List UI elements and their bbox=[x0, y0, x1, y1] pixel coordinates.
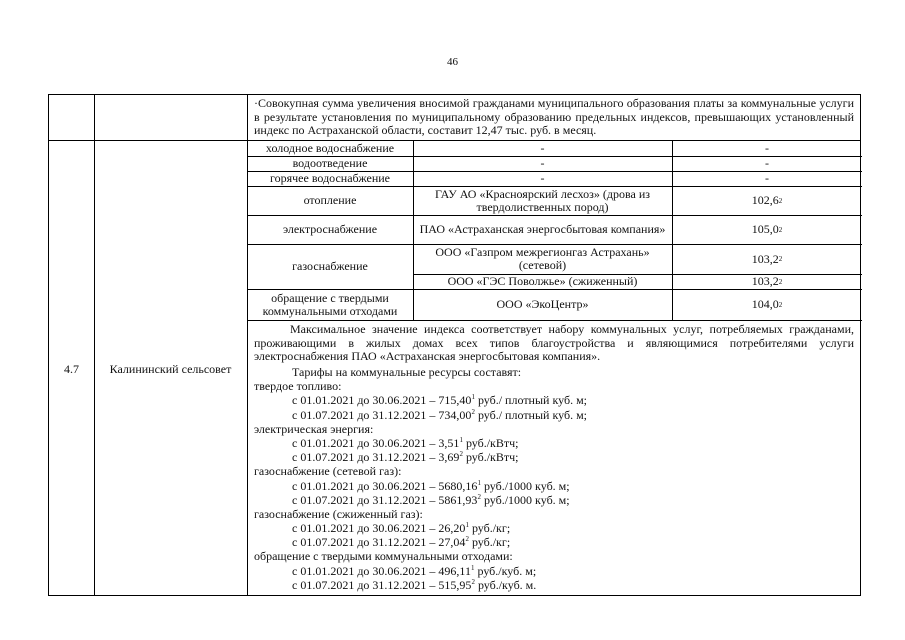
tariff-line bbox=[254, 535, 587, 549]
provider-name: ГАУ АО «Красноярский лесхоз» (дрова из твердолиственных пород) bbox=[434, 186, 650, 214]
tariff-line bbox=[254, 479, 587, 493]
index-value: 105,0 2 bbox=[751, 222, 783, 236]
service-name: водоотведение bbox=[292, 156, 368, 170]
index-number: 104,0 bbox=[751, 297, 779, 311]
tariffs-intro: Тарифы на коммунальные ресурсы составят: bbox=[292, 365, 522, 379]
tariff-line bbox=[254, 408, 587, 422]
index-value bbox=[672, 141, 862, 156]
service-name: горячее водоснабжение bbox=[270, 171, 390, 185]
tariff-category: газоснабжение (сетевой газ): bbox=[254, 464, 402, 479]
tariff-period-value: с 01.01.2021 до 30.06.2021 – 3,51 bbox=[292, 435, 460, 450]
tariff-category: твердое топливо: bbox=[254, 379, 342, 394]
index-value: 103,2 2 bbox=[751, 251, 783, 266]
tariff-period-value: с 01.01.2021 до 30.06.2021 – 26,20 bbox=[292, 521, 466, 536]
tariff-list bbox=[254, 379, 587, 592]
row-divider bbox=[247, 320, 862, 321]
tariff-unit: руб./куб. м; bbox=[474, 563, 537, 578]
tariff-period-value: с 01.07.2021 до 31.12.2021 – 5861,93 bbox=[292, 492, 478, 507]
top-note: ·Совокупная сумма увеличения вносимой гражданами муниципального образования платы за коммунальные услуги в результате установления по муниципальному образованию предельных индексов, превышающих установленный индекс по Астраханской области, составит 12,47 тыс. руб. в месяц. bbox=[254, 96, 854, 137]
tariff-unit: руб./кВтч; bbox=[462, 450, 519, 465]
index-number: - bbox=[765, 141, 769, 155]
footnote-mark: 1 bbox=[477, 478, 481, 487]
tariff-unit: руб./кг; bbox=[468, 521, 511, 536]
footnote-mark: 2 bbox=[471, 577, 475, 586]
tariff-unit: руб./ плотный куб. м; bbox=[474, 407, 587, 422]
tariff-line bbox=[254, 450, 587, 464]
tariff-category: обращение с твердыми коммунальными отходами: bbox=[254, 549, 513, 564]
tariff-period-value: с 01.01.2021 до 30.06.2021 – 5680,16 bbox=[292, 478, 478, 493]
footnote-mark: 2 bbox=[459, 450, 463, 459]
index-number: 103,2 bbox=[751, 251, 779, 266]
index-value: 102,6 2 bbox=[751, 193, 783, 207]
service-name: электроснабжение bbox=[282, 222, 378, 236]
provider-name: - bbox=[540, 156, 545, 170]
tariff-period-value: с 01.01.2021 до 30.06.2021 – 496,11 bbox=[292, 563, 471, 578]
tariff-period-value: с 01.07.2021 до 31.12.2021 – 515,95 bbox=[292, 577, 472, 592]
tariff-unit: руб./ плотный куб. м; bbox=[474, 393, 587, 408]
tariff-unit: руб./1000 куб. м; bbox=[480, 492, 570, 507]
provider-name: ООО «ЭкоЦентр» bbox=[496, 297, 589, 311]
tariff-line bbox=[254, 521, 587, 535]
provider-name: - bbox=[540, 141, 545, 155]
service-name: отопление bbox=[303, 193, 357, 207]
tariff-unit: руб./1000 куб. м; bbox=[480, 478, 570, 493]
footnote-mark: 2 bbox=[471, 407, 475, 416]
index-value: 103,2 2 bbox=[751, 274, 783, 288]
provider-name: ООО «ГЭС Поволжье» (сжиженный) bbox=[447, 274, 638, 288]
tariff-unit: руб./куб. м. bbox=[474, 577, 537, 592]
tariff-period-value: с 01.07.2021 до 31.12.2021 – 3,69 bbox=[292, 450, 460, 465]
footnote-mark: 1 bbox=[471, 393, 475, 402]
tariff-line bbox=[254, 564, 587, 578]
service-name: обращение с твердыми коммунальными отходами bbox=[262, 290, 398, 318]
page-number: 46 bbox=[447, 56, 458, 68]
row-number: 4.7 bbox=[64, 361, 79, 376]
tariffs-block bbox=[254, 365, 587, 592]
tariff-unit: руб./кг; bbox=[468, 535, 511, 550]
tariff-line bbox=[254, 393, 587, 407]
tariff-category: газоснабжение (сжиженный газ): bbox=[254, 506, 423, 521]
tariff-line bbox=[254, 436, 587, 450]
index-number: - bbox=[765, 156, 769, 170]
index-number: - bbox=[765, 171, 769, 185]
footnote-mark: 2 bbox=[465, 535, 469, 544]
service-name: холодное водоснабжение bbox=[265, 141, 395, 155]
municipality-table bbox=[48, 94, 861, 596]
footnote-mark: 1 bbox=[471, 563, 475, 572]
tariff-unit: руб./кВтч; bbox=[462, 435, 519, 450]
max-index-paragraph: Максимальное значение индекса соответствует набору коммунальных услуг, потребляемых гражданами, проживающими в жилых домах всех типов благоустройства и являющимися потребителями услуги электроснабжения ПАО «Астраханская энергосбытовая компания». bbox=[254, 322, 854, 363]
index-number: 105,0 bbox=[751, 222, 779, 236]
index-value bbox=[672, 171, 862, 186]
municipality-name: Калининский сельсовет bbox=[109, 361, 232, 376]
index-number: 103,2 bbox=[751, 274, 779, 288]
provider-name: ООО «Газпром межрегионгаз Астрахань» (сетевой) bbox=[435, 245, 650, 272]
tariff-period-value: с 01.07.2021 до 31.12.2021 – 734,00 bbox=[292, 407, 472, 422]
footnote-mark: 1 bbox=[465, 521, 469, 530]
footnote-mark: 1 bbox=[459, 435, 463, 444]
index-value bbox=[672, 156, 862, 171]
tariff-category: электрическая энергия: bbox=[254, 421, 374, 436]
tariff-period-value: с 01.07.2021 до 31.12.2021 – 27,04 bbox=[292, 535, 466, 550]
tariff-period-value: с 01.01.2021 до 30.06.2021 – 715,40 bbox=[292, 393, 472, 408]
tariff-line bbox=[254, 578, 587, 592]
index-value: 104,0 2 bbox=[751, 297, 783, 311]
footnote-mark: 2 bbox=[477, 492, 481, 501]
service-name: газоснабжение bbox=[292, 259, 368, 273]
tariff-line bbox=[254, 493, 587, 507]
provider-name: - bbox=[540, 171, 545, 185]
index-number: 102,6 bbox=[751, 193, 779, 207]
provider-name: ПАО «Астраханская энергосбытовая компания» bbox=[419, 222, 666, 236]
